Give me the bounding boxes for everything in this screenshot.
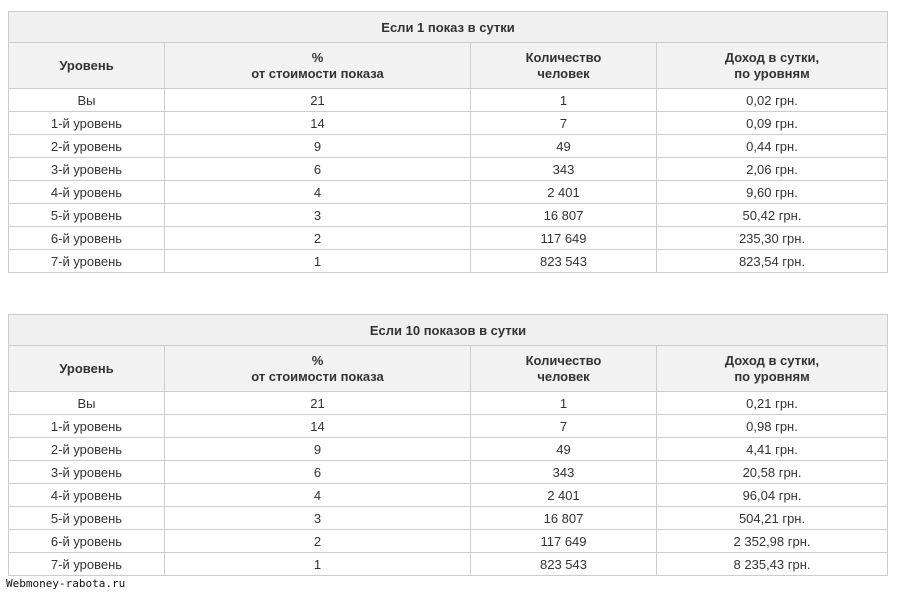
cell-percent: 21 [165, 89, 471, 112]
table-row [9, 89, 888, 112]
cell-percent: 6 [165, 461, 471, 484]
watermark-text: Webmoney-rabota.ru [6, 577, 126, 590]
table-row [9, 553, 888, 576]
cell-percent: 2 [165, 227, 471, 250]
header-level [9, 43, 165, 89]
cell-percent: 21 [165, 392, 471, 415]
cell-percent: 4 [165, 484, 471, 507]
cell-daily-income: 4,41 грн. [657, 438, 888, 461]
cell-daily-income: 0,02 грн. [657, 89, 888, 112]
table-row [9, 135, 888, 158]
header-level [9, 346, 165, 392]
header-percent [165, 43, 471, 89]
table-row [9, 438, 888, 461]
cell-percent: 2 [165, 530, 471, 553]
header-people-count [471, 346, 657, 392]
cell-level: 4-й уровень [9, 181, 165, 204]
cell-percent: 3 [165, 507, 471, 530]
cell-percent: 6 [165, 158, 471, 181]
income-table-10-shows [8, 314, 888, 576]
cell-daily-income: 0,44 грн. [657, 135, 888, 158]
cell-daily-income: 235,30 грн. [657, 227, 888, 250]
cell-level: 2-й уровень [9, 135, 165, 158]
cell-daily-income: 0,21 грн. [657, 392, 888, 415]
header-people-count-line: Количество [525, 49, 602, 65]
cell-people-count: 7 [471, 112, 657, 135]
header-percent-line: % [311, 352, 324, 368]
cell-percent: 14 [165, 415, 471, 438]
header-percent [165, 346, 471, 392]
cell-daily-income: 9,60 грн. [657, 181, 888, 204]
cell-level: 3-й уровень [9, 158, 165, 181]
header-daily-income-line: Доход в сутки, [724, 49, 820, 65]
header-percent-line: от стоимости показа [251, 65, 384, 81]
cell-daily-income: 8 235,43 грн. [657, 553, 888, 576]
cell-percent: 4 [165, 181, 471, 204]
header-daily-income-line: Доход в сутки, [724, 352, 820, 368]
cell-level: 5-й уровень [9, 507, 165, 530]
header-daily-income [657, 346, 888, 392]
table-row [9, 204, 888, 227]
cell-people-count: 823 543 [471, 250, 657, 273]
cell-daily-income: 50,42 грн. [657, 204, 888, 227]
cell-level: 6-й уровень [9, 227, 165, 250]
header-people-count-line: человек [537, 65, 590, 81]
header-level-line: Уровень [59, 57, 114, 73]
table-row [9, 181, 888, 204]
table-row [9, 112, 888, 135]
cell-people-count: 117 649 [471, 530, 657, 553]
table-row [9, 507, 888, 530]
cell-people-count: 49 [471, 135, 657, 158]
cell-percent: 9 [165, 438, 471, 461]
cell-percent: 9 [165, 135, 471, 158]
cell-level: 7-й уровень [9, 553, 165, 576]
cell-people-count: 2 401 [471, 181, 657, 204]
cell-daily-income: 504,21 грн. [657, 507, 888, 530]
table-caption: Если 10 показов в сутки [9, 315, 888, 346]
table-row [9, 461, 888, 484]
cell-daily-income: 823,54 грн. [657, 250, 888, 273]
cell-people-count: 1 [471, 89, 657, 112]
table-row [9, 250, 888, 273]
header-percent-line: от стоимости показа [251, 368, 384, 384]
cell-people-count: 49 [471, 438, 657, 461]
cell-daily-income: 0,09 грн. [657, 112, 888, 135]
cell-people-count: 16 807 [471, 507, 657, 530]
cell-percent: 3 [165, 204, 471, 227]
cell-level: 1-й уровень [9, 112, 165, 135]
table-row [9, 530, 888, 553]
cell-level: 1-й уровень [9, 415, 165, 438]
cell-percent: 1 [165, 553, 471, 576]
cell-people-count: 16 807 [471, 204, 657, 227]
header-daily-income-line: по уровням [734, 65, 810, 81]
cell-people-count: 823 543 [471, 553, 657, 576]
cell-level: Вы [9, 392, 165, 415]
header-daily-income-line: по уровням [734, 368, 810, 384]
cell-people-count: 2 401 [471, 484, 657, 507]
cell-level: 2-й уровень [9, 438, 165, 461]
cell-daily-income: 2 352,98 грн. [657, 530, 888, 553]
cell-people-count: 1 [471, 392, 657, 415]
cell-people-count: 7 [471, 415, 657, 438]
table-row [9, 415, 888, 438]
table-caption: Если 1 показ в сутки [9, 12, 888, 43]
cell-level: 6-й уровень [9, 530, 165, 553]
table-header-row [9, 346, 888, 392]
table-body [9, 392, 888, 576]
cell-percent: 14 [165, 112, 471, 135]
header-people-count [471, 43, 657, 89]
table-row [9, 484, 888, 507]
cell-daily-income: 2,06 грн. [657, 158, 888, 181]
cell-people-count: 343 [471, 158, 657, 181]
table-header-row [9, 43, 888, 89]
header-people-count-line: Количество [525, 352, 602, 368]
cell-level: Вы [9, 89, 165, 112]
cell-daily-income: 0,98 грн. [657, 415, 888, 438]
table-row [9, 158, 888, 181]
header-daily-income [657, 43, 888, 89]
header-level-line: Уровень [59, 360, 114, 376]
income-table-1-show [8, 11, 888, 273]
cell-people-count: 343 [471, 461, 657, 484]
cell-people-count: 117 649 [471, 227, 657, 250]
header-people-count-line: человек [537, 368, 590, 384]
cell-percent: 1 [165, 250, 471, 273]
table-row [9, 392, 888, 415]
header-percent-line: % [311, 49, 324, 65]
cell-daily-income: 20,58 грн. [657, 461, 888, 484]
table-row [9, 227, 888, 250]
cell-level: 7-й уровень [9, 250, 165, 273]
cell-level: 5-й уровень [9, 204, 165, 227]
cell-level: 3-й уровень [9, 461, 165, 484]
cell-daily-income: 96,04 грн. [657, 484, 888, 507]
cell-level: 4-й уровень [9, 484, 165, 507]
table-body [9, 89, 888, 273]
